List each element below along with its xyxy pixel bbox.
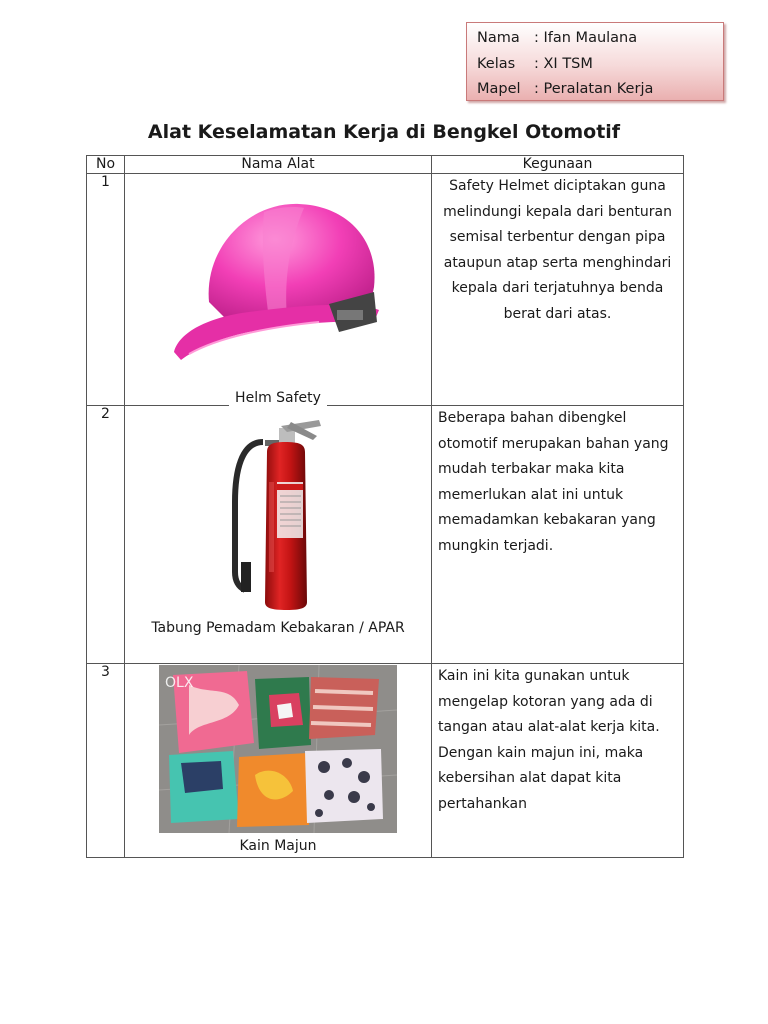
identity-row-subject bbox=[477, 77, 723, 103]
header-no: No bbox=[87, 156, 125, 174]
document-title: Alat Keselamatan Kerja di Bengkel Otomotif bbox=[147, 121, 621, 143]
tool-name: Kain Majun bbox=[233, 838, 322, 854]
identity-label: Mapel bbox=[477, 81, 521, 97]
identity-value: : XI TSM bbox=[534, 55, 593, 72]
identity-value: : Peralatan Kerja bbox=[534, 81, 654, 97]
usage-text: Kain ini kita gunakan untuk mengelap kotoran yang ada di tangan atau alat-alat kerja kita. Dengan kain majun ini, maka kebersihan alat dapat kita pertahankan bbox=[432, 664, 684, 858]
usage-text: Safety Helmet diciptakan guna melindungi kepala dari benturan semisal terbentur dengan pipa ataupun atap serta menghindari kepala dari terjatuhnya benda berat dari atas. bbox=[432, 174, 684, 406]
table-row bbox=[87, 406, 684, 664]
tool-cell bbox=[125, 406, 432, 664]
identity-label: Kelas bbox=[477, 55, 516, 72]
identity-box bbox=[466, 22, 724, 101]
row-number: 3 bbox=[87, 664, 125, 858]
tools-table bbox=[86, 155, 684, 858]
header-usage: Kegunaan bbox=[432, 156, 684, 174]
table-row bbox=[87, 664, 684, 858]
olx-watermark-text: OLX bbox=[165, 675, 194, 691]
row-number: 2 bbox=[87, 406, 125, 664]
identity-value: : Ifan Maulana bbox=[534, 30, 638, 46]
tool-name: Helm Safety bbox=[229, 390, 327, 406]
row-number: 1 bbox=[87, 174, 125, 406]
table-row bbox=[87, 174, 684, 406]
identity-label: Nama bbox=[477, 30, 520, 46]
usage-text: Beberapa bahan dibengkel otomotif merupakan bahan yang mudah terbakar maka kita memerlukan alat ini untuk memadamkan kebakaran yang mungkin terjadi. bbox=[432, 406, 684, 664]
tool-cell bbox=[125, 174, 432, 406]
table-header-row bbox=[87, 156, 684, 174]
identity-row-class bbox=[477, 52, 723, 78]
header-tool-name: Nama Alat bbox=[125, 156, 432, 174]
fire-extinguisher-image bbox=[221, 412, 331, 612]
safety-helmet-image bbox=[169, 192, 389, 362]
tool-name: Tabung Pemadam Kebakaran / APAR bbox=[145, 620, 410, 636]
identity-row-name bbox=[477, 26, 723, 52]
tool-cell bbox=[125, 664, 432, 858]
rag-cloth-image bbox=[159, 665, 397, 833]
